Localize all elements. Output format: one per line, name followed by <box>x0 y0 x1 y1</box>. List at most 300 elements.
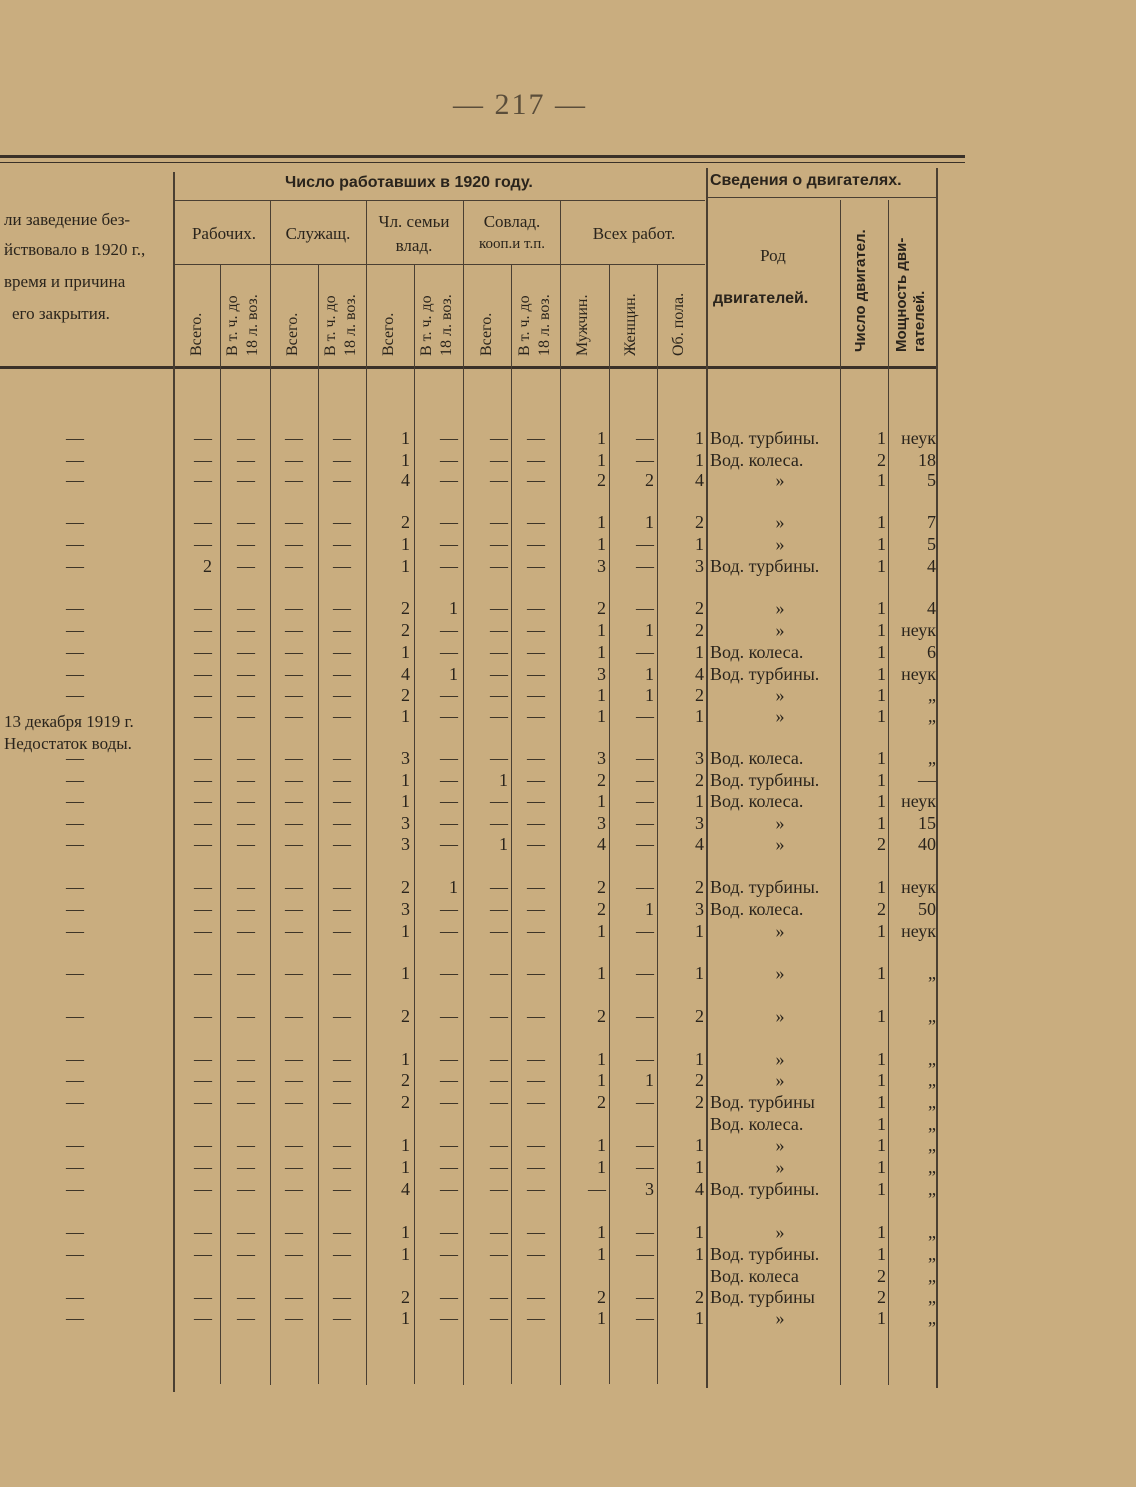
engine-type-cell: » <box>775 963 785 983</box>
sovlad-header-2: кооп.и т.п. <box>478 236 546 252</box>
table-cell: — <box>285 664 303 684</box>
table-cell: — <box>66 685 84 705</box>
table-cell: — <box>490 1135 508 1155</box>
top-rule <box>0 155 965 158</box>
table-cell: 3 <box>695 899 704 919</box>
table-cell: 3 <box>695 813 704 833</box>
table-cell: 1 <box>597 706 606 726</box>
table-cell: — <box>237 598 255 618</box>
table-cell: — <box>237 1006 255 1026</box>
table-cell: — <box>237 1157 255 1177</box>
table-cell: — <box>285 685 303 705</box>
table-cell: 1 <box>645 512 654 532</box>
table-cell: — <box>636 834 654 854</box>
table-cell: — <box>333 1287 351 1307</box>
table-cell: — <box>490 921 508 941</box>
table-cell: — <box>440 791 458 811</box>
table-cell: — <box>527 791 545 811</box>
table-cell: — <box>66 921 84 941</box>
workers-group-rule <box>175 200 705 201</box>
table-cell: — <box>440 534 458 554</box>
table-cell: 1 <box>645 620 654 640</box>
table-cell: — <box>440 685 458 705</box>
engine-type-cell: Вод. турбины. <box>710 1244 820 1264</box>
table-cell: 40 <box>918 834 936 854</box>
table-cell: 1 <box>401 921 410 941</box>
table-cell: — <box>490 556 508 576</box>
table-cell: — <box>66 1222 84 1242</box>
table-cell: — <box>490 642 508 662</box>
table-cell: 1 <box>401 791 410 811</box>
table-cell: — <box>440 1179 458 1199</box>
col-line <box>318 264 319 1384</box>
table-cell: — <box>527 642 545 662</box>
table-cell: 3 <box>597 813 606 833</box>
sovlad-vsego-header: Всего. <box>478 312 495 356</box>
table-cell: — <box>66 1157 84 1177</box>
table-cell: 1 <box>645 685 654 705</box>
col-line <box>270 200 271 1385</box>
engine-type-cell: » <box>775 620 785 640</box>
table-cell: — <box>66 877 84 897</box>
table-cell: — <box>527 620 545 640</box>
table-cell: 1 <box>597 450 606 470</box>
table-cell: 1 <box>877 428 886 448</box>
engine-type-cell: » <box>775 470 785 490</box>
rabochikh-vtch-header-2: 18 л. воз. <box>244 294 261 356</box>
table-cell: — <box>333 470 351 490</box>
table-cell: 1 <box>695 1308 704 1328</box>
engine-type-cell: » <box>775 598 785 618</box>
table-cell: 1 <box>877 791 886 811</box>
table-cell: — <box>333 642 351 662</box>
table-cell: — <box>333 791 351 811</box>
table-cell: 2 <box>695 1006 704 1026</box>
table-cell: — <box>490 1070 508 1090</box>
table-cell: — <box>440 963 458 983</box>
table-cell: 4 <box>695 664 704 684</box>
table-cell: — <box>333 813 351 833</box>
table-cell: 4 <box>695 834 704 854</box>
table-cell: — <box>237 899 255 919</box>
table-cell: — <box>285 1070 303 1090</box>
table-cell: 4 <box>401 470 410 490</box>
table-cell: — <box>333 620 351 640</box>
table-cell: — <box>237 706 255 726</box>
table-cell: 4 <box>927 556 936 576</box>
table-cell: 1 <box>597 1135 606 1155</box>
chl-semyi-header-1: Чл. семьи <box>378 212 450 231</box>
table-cell: — <box>333 834 351 854</box>
table-cell: — <box>490 1049 508 1069</box>
table-cell: — <box>333 921 351 941</box>
table-cell: 1 <box>401 706 410 726</box>
table-cell: — <box>636 1049 654 1069</box>
table-cell: — <box>490 963 508 983</box>
table-cell: 1 <box>401 1244 410 1264</box>
col-line <box>560 200 561 1385</box>
table-cell: — <box>636 1006 654 1026</box>
table-cell: — <box>66 556 84 576</box>
table-cell: 1 <box>695 791 704 811</box>
table-cell: 1 <box>645 1070 654 1090</box>
table-cell: 1 <box>499 834 508 854</box>
table-cell: — <box>66 1287 84 1307</box>
table-cell: 2 <box>401 1092 410 1112</box>
table-cell: — <box>66 899 84 919</box>
table-cell: — <box>285 1135 303 1155</box>
table-cell: — <box>490 428 508 448</box>
col-line-engines <box>706 168 708 1388</box>
table-cell: — <box>636 556 654 576</box>
table-cell: — <box>490 1179 508 1199</box>
table-cell: — <box>194 834 212 854</box>
table-cell: — <box>285 877 303 897</box>
table-cell: 1 <box>597 1244 606 1264</box>
table-cell: — <box>636 642 654 662</box>
table-cell: 1 <box>645 664 654 684</box>
table-cell: — <box>285 598 303 618</box>
table-cell: 4 <box>695 470 704 490</box>
table-cell: — <box>440 1287 458 1307</box>
vsekh-rabot-header: Всех работ. <box>592 224 676 243</box>
table-cell: — <box>66 748 84 768</box>
table-cell: 2 <box>401 1287 410 1307</box>
table-cell: — <box>333 1049 351 1069</box>
table-cell: — <box>194 706 212 726</box>
table-cell: — <box>527 428 545 448</box>
table-cell: 2 <box>695 877 704 897</box>
table-cell: — <box>490 706 508 726</box>
table-cell: 1 <box>597 791 606 811</box>
table-cell: 2 <box>877 899 886 919</box>
sluzh-vtch-header-1: В т. ч. до <box>322 295 339 356</box>
table-cell: — <box>490 1244 508 1264</box>
table-cell: 1 <box>597 1070 606 1090</box>
table-cell: — <box>490 899 508 919</box>
engine-type-cell: » <box>775 1135 785 1155</box>
sluzhashch-header: Служащ. <box>285 224 351 243</box>
table-cell: 1 <box>877 1114 886 1134</box>
table-cell: — <box>333 1135 351 1155</box>
table-cell: — <box>636 813 654 833</box>
table-cell: — <box>527 963 545 983</box>
table-cell: 1 <box>401 1157 410 1177</box>
table-cell: 3 <box>695 748 704 768</box>
table-cell: — <box>194 620 212 640</box>
engine-type-cell: Вод. колеса. <box>710 642 804 662</box>
semyi-vtch-header-2: 18 л. воз. <box>438 294 455 356</box>
table-cell: — <box>285 1157 303 1177</box>
table-cell: — <box>333 899 351 919</box>
table-cell: 1 <box>877 1049 886 1069</box>
table-cell: 1 <box>877 770 886 790</box>
table-cell: — <box>333 1092 351 1112</box>
table-cell: — <box>237 470 255 490</box>
table-cell: — <box>66 1179 84 1199</box>
table-cell: — <box>440 1157 458 1177</box>
engine-type-cell: Вод. турбины. <box>710 1179 820 1199</box>
table-cell: 7 <box>927 512 936 532</box>
table-cell: 2 <box>597 1006 606 1026</box>
table-cell: 1 <box>877 664 886 684</box>
col-line-right <box>936 168 938 1388</box>
table-cell: 1 <box>401 1135 410 1155</box>
table-cell: — <box>66 1070 84 1090</box>
table-cell: 18 <box>918 450 936 470</box>
table-cell: 1 <box>401 770 410 790</box>
table-cell: — <box>490 620 508 640</box>
table-cell: — <box>66 428 84 448</box>
table-cell: 2 <box>695 1287 704 1307</box>
table-cell: 1 <box>597 1157 606 1177</box>
table-cell: — <box>285 1179 303 1199</box>
table-cell: — <box>237 685 255 705</box>
table-cell: — <box>66 1049 84 1069</box>
engine-type-cell: Вод. турбины. <box>710 770 820 790</box>
table-cell: — <box>440 428 458 448</box>
table-cell: 2 <box>597 598 606 618</box>
semyi-vtch-header-1: В т. ч. до <box>418 295 435 356</box>
table-cell: — <box>333 748 351 768</box>
table-cell: 2 <box>695 598 704 618</box>
col-line-left <box>173 172 175 1392</box>
sluzh-vsego-header: Всего. <box>284 312 301 356</box>
table-cell: „ <box>928 748 936 768</box>
table-cell: — <box>66 791 84 811</box>
table-cell: — <box>527 770 545 790</box>
table-cell: — <box>440 1222 458 1242</box>
engine-type-cell: Вод. турбины. <box>710 556 820 576</box>
table-cell: 1 <box>597 512 606 532</box>
table-cell: — <box>490 1157 508 1177</box>
table-cell: — <box>527 470 545 490</box>
table-cell: 1 <box>877 1179 886 1199</box>
engine-type-cell: Вод. турбины. <box>710 877 820 897</box>
table-cell: „ <box>928 963 936 983</box>
engine-type-cell: Вод. турбины. <box>710 428 820 448</box>
table-cell: 2 <box>401 685 410 705</box>
table-cell: — <box>66 620 84 640</box>
dvigateley-header: двигателей. <box>713 290 809 307</box>
engine-type-cell: » <box>775 1049 785 1069</box>
zhenshchin-header: Женщин. <box>622 293 639 356</box>
table-cell: — <box>333 556 351 576</box>
table-cell: 1 <box>695 642 704 662</box>
table-cell: 1 <box>401 1049 410 1069</box>
table-cell: — <box>237 1287 255 1307</box>
table-cell: — <box>636 1308 654 1328</box>
table-cell: — <box>194 1070 212 1090</box>
table-cell: — <box>527 1049 545 1069</box>
table-cell: — <box>194 1006 212 1026</box>
semyi-vsego-header: Всего. <box>380 312 397 356</box>
table-cell: 1 <box>877 748 886 768</box>
table-cell: — <box>333 877 351 897</box>
table-cell: — <box>237 791 255 811</box>
table-cell: — <box>440 813 458 833</box>
table-cell: — <box>66 534 84 554</box>
table-cell: — <box>527 450 545 470</box>
table-cell: — <box>440 770 458 790</box>
table-cell: 1 <box>597 921 606 941</box>
table-cell: 2 <box>597 877 606 897</box>
table-cell: 1 <box>449 598 458 618</box>
table-cell: 4 <box>597 834 606 854</box>
table-cell: — <box>440 1244 458 1264</box>
table-cell: — <box>66 470 84 490</box>
table-cell: 1 <box>695 1049 704 1069</box>
table-cell: 1 <box>499 770 508 790</box>
table-cell: 1 <box>877 1070 886 1090</box>
table-cell: 1 <box>695 1157 704 1177</box>
engines-group-rule <box>708 197 938 198</box>
table-cell: — <box>527 834 545 854</box>
engine-type-cell: » <box>775 512 785 532</box>
table-cell: — <box>194 921 212 941</box>
table-cell: 3 <box>401 748 410 768</box>
table-cell: — <box>636 534 654 554</box>
table-cell: 2 <box>597 1287 606 1307</box>
table-cell: — <box>194 512 212 532</box>
table-cell: — <box>333 1308 351 1328</box>
table-cell: 1 <box>401 963 410 983</box>
table-cell: 2 <box>597 470 606 490</box>
table-cell: 1 <box>597 1222 606 1242</box>
table-cell: — <box>527 1179 545 1199</box>
table-cell: — <box>527 1157 545 1177</box>
table-cell: — <box>285 450 303 470</box>
table-cell: „ <box>928 1006 936 1026</box>
table-cell: 1 <box>877 685 886 705</box>
table-cell: — <box>285 1308 303 1328</box>
table-cell: неук <box>901 664 936 684</box>
table-cell: — <box>527 1070 545 1090</box>
table-cell: — <box>237 963 255 983</box>
table-cell: — <box>285 1244 303 1264</box>
table-cell: „ <box>928 1266 936 1286</box>
table-cell: 1 <box>877 534 886 554</box>
table-cell: 1 <box>401 642 410 662</box>
table-cell: 1 <box>597 534 606 554</box>
table-cell: 1 <box>695 706 704 726</box>
table-cell: 2 <box>401 620 410 640</box>
table-cell: — <box>194 899 212 919</box>
table-cell: 1 <box>877 598 886 618</box>
table-cell: 1 <box>695 534 704 554</box>
table-cell: — <box>66 598 84 618</box>
table-cell: — <box>440 706 458 726</box>
table-cell: — <box>66 963 84 983</box>
table-cell: 3 <box>401 834 410 854</box>
table-cell: — <box>237 877 255 897</box>
left-heading-line-1: ли заведение без- <box>4 210 131 229</box>
table-cell: — <box>527 921 545 941</box>
table-cell: — <box>490 1092 508 1112</box>
table-cell: „ <box>928 1244 936 1264</box>
table-cell: 2 <box>695 1092 704 1112</box>
table-cell: — <box>333 664 351 684</box>
table-cell: 50 <box>918 899 936 919</box>
table-cell: — <box>636 1222 654 1242</box>
table-cell: — <box>440 642 458 662</box>
table-cell: — <box>285 1287 303 1307</box>
table-cell: — <box>194 813 212 833</box>
table-cell: „ <box>928 1092 936 1112</box>
table-cell: — <box>636 1157 654 1177</box>
table-cell: — <box>918 770 936 790</box>
table-cell: — <box>285 470 303 490</box>
table-cell: 4 <box>927 598 936 618</box>
table-cell: — <box>66 512 84 532</box>
rod-header: Род <box>760 246 786 265</box>
table-cell: — <box>237 642 255 662</box>
table-cell: — <box>237 428 255 448</box>
table-cell: — <box>285 620 303 640</box>
table-cell: — <box>237 1092 255 1112</box>
table-cell: — <box>333 450 351 470</box>
engine-type-cell: » <box>775 1006 785 1026</box>
table-cell: неук <box>901 921 936 941</box>
table-cell: — <box>66 770 84 790</box>
table-cell: 1 <box>401 534 410 554</box>
col-line <box>220 264 221 1384</box>
table-cell: — <box>527 706 545 726</box>
sluzh-vtch-header-2: 18 л. воз. <box>342 294 359 356</box>
table-cell: — <box>333 770 351 790</box>
table-cell: — <box>285 706 303 726</box>
col-line <box>366 200 367 1385</box>
table-cell: — <box>527 1092 545 1112</box>
table-cell: 3 <box>645 1179 654 1199</box>
table-cell: 1 <box>877 921 886 941</box>
table-cell: — <box>66 642 84 662</box>
table-cell: — <box>194 534 212 554</box>
table-cell: 1 <box>449 877 458 897</box>
table-cell: — <box>237 834 255 854</box>
table-cell: 1 <box>877 470 886 490</box>
table-cell: 1 <box>877 706 886 726</box>
table-cell: — <box>194 1244 212 1264</box>
left-heading-line-4: его закрытия. <box>12 304 110 323</box>
table-cell: — <box>194 598 212 618</box>
table-cell: неук <box>901 620 936 640</box>
table-cell: — <box>194 642 212 662</box>
table-cell: — <box>285 899 303 919</box>
table-cell: — <box>237 1244 255 1264</box>
table-cell: — <box>440 834 458 854</box>
table-cell: — <box>636 748 654 768</box>
table-cell: — <box>237 1135 255 1155</box>
engines-group-header: Сведения о двигателях. <box>710 172 902 189</box>
table-cell: — <box>490 664 508 684</box>
table-cell: 4 <box>401 664 410 684</box>
table-cell: — <box>636 1092 654 1112</box>
table-cell: — <box>237 1049 255 1069</box>
table-cell: — <box>636 1135 654 1155</box>
table-cell: — <box>490 791 508 811</box>
table-cell: — <box>527 598 545 618</box>
table-cell: 2 <box>877 834 886 854</box>
table-cell: 2 <box>695 512 704 532</box>
table-cell: — <box>636 921 654 941</box>
engine-type-cell: » <box>775 813 785 833</box>
table-cell: 3 <box>401 899 410 919</box>
table-cell: 2 <box>401 1070 410 1090</box>
table-cell: 5 <box>927 534 936 554</box>
table-cell: „ <box>928 1049 936 1069</box>
table-cell: 2 <box>645 470 654 490</box>
